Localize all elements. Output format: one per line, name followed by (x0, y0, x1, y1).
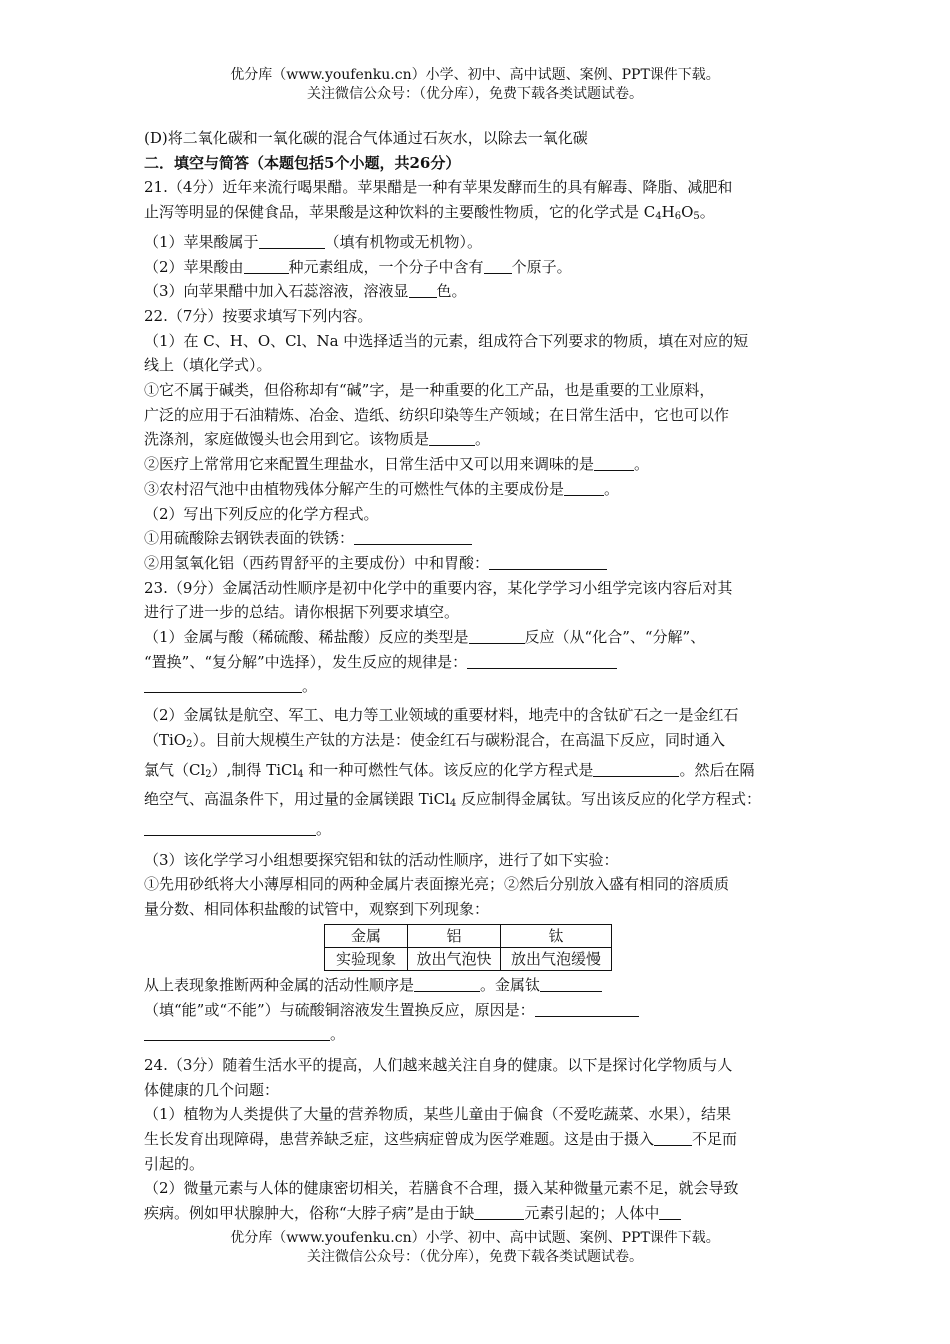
option-d: (D)将二氧化碳和一氧化碳的混合气体通过石灰水，以除去一氧化碳 (144, 129, 588, 147)
q22-stem: 22.（7分）按要求填写下列内容。 (144, 306, 373, 325)
table-cell: 放出气泡缓慢 (501, 947, 612, 970)
q23-part-1-b: “置换”、“复分解”中选择），发生反应的规律是： (144, 650, 814, 675)
q22-item-1-c: 洗涤剂，家庭做馒头也会用到它。该物质是 。 (144, 430, 491, 449)
answer-blank[interactable] (474, 1203, 524, 1220)
q23-part-3-c: 从上表现象推断两种金属的活动性顺序是 。金属钛 (144, 973, 814, 998)
q23-stem-1: 23.（9分）金属活动性顺序是初中化学中的重要内容，某化学学习小组学完该内容后对其 (144, 578, 733, 597)
q22-part-2: （2）写出下列反应的化学方程式。 (144, 504, 379, 523)
answer-blank[interactable] (429, 429, 475, 446)
answer-blank[interactable] (469, 627, 525, 644)
footer-line-2: 关注微信公众号：（优分库），免费下载各类试题试卷。 (307, 1249, 643, 1265)
answer-blank[interactable] (244, 257, 289, 274)
q23-part-2-b: （TiO$_2$）。目前大规模生产钛的方法是：使金红石与碳粉混合，在高温下反应，同时通入 (144, 730, 725, 750)
table-cell: 放出气泡快 (408, 947, 501, 970)
header-line-1: 优分库（www.youfenku.cn）小学、初中、高中试题、案例、PPT课件下载。 (230, 67, 720, 83)
q23-part-2-a: （2）金属钛是航空、军工、电力等工业领域的重要材料，地壳中的含钛矿石之一是金红石 (144, 706, 739, 725)
answer-blank[interactable] (489, 553, 607, 570)
q22-item-3: ③农村沼气池中由植物残体分解产生的可燃性气体的主要成份是 。 (144, 479, 620, 498)
q23-stem-2: 进行了进一步的总结。请你根据下列要求填空。 (144, 603, 460, 622)
answer-blank[interactable] (414, 975, 480, 992)
q23-part-2-c: 氯气$(Cl_2)$,制得 TiCl$_4$ 和一种可燃性气体。该反应的化学方程式是 。然后在隔 (144, 760, 755, 780)
q23-part-3-b: 量分数、相同体积盐酸的试管中，观察到下列现象： (144, 900, 490, 919)
page-footer (0, 1229, 950, 1267)
q22-item-1-a: ①它不属于碱类，但俗称却有“碱”字，是一种重要的化工产品，也是重要的工业原料， (144, 381, 715, 400)
answer-blank[interactable] (354, 528, 472, 545)
q22-item-1-b: 广泛的应用于石油精炼、冶金、造纸、纺织印染等生产领域；在日常生活中，它也可以作 (144, 405, 730, 424)
q23-part-1-c: 。 (144, 674, 814, 699)
q24-stem-1: 24.（3分）随着生活水平的提高，人们越来越关注自身的健康。以下是探讨化学物质与人 (144, 1055, 733, 1074)
q24-part-2-a: （2）微量元素与人体的健康密切相关，若膳食不合理，摄入某种微量元素不足，就会导致 (144, 1179, 739, 1198)
table-row (325, 947, 612, 970)
answer-blank[interactable] (594, 454, 634, 471)
q24-part-1-b: 生长发育出现障碍，患营养缺乏症，这些病症曾成为医学难题。这是由于摄入 不足而 (144, 1130, 738, 1149)
answer-blank[interactable] (467, 652, 617, 669)
table-header-row (325, 924, 612, 947)
page-header (0, 66, 950, 104)
answer-blank[interactable] (144, 819, 316, 836)
q23-part-2-e: 。 (144, 817, 814, 842)
q24-part-1-a: （1）植物为人类提供了大量的营养物质，某些儿童由于偏食（不爱吃蔬菜、水果），结果 (144, 1105, 732, 1124)
answer-blank[interactable] (259, 232, 325, 249)
q23-part-3-e: 。 (144, 1022, 814, 1047)
answer-blank[interactable] (654, 1129, 692, 1146)
table-header-cell: 钛 (501, 924, 612, 947)
q22-equation-1: ①用硫酸除去钢铁表面的铁锈： (144, 526, 814, 551)
table-cell: 实验现象 (325, 947, 408, 970)
q24-part-1-c: 引起的。 (144, 1154, 205, 1173)
answer-blank[interactable] (484, 257, 512, 274)
answer-blank[interactable] (409, 281, 437, 298)
q21-part-3: （3）向苹果醋中加入石蕊溶液，溶液显 色。 (144, 282, 467, 301)
table-header-cell: 铝 (408, 924, 501, 947)
q23-part-1-a: （1）金属与酸（稀硫酸、稀盐酸）反应的类型是 反应（从“化合”、“分解”、 (144, 628, 706, 647)
answer-blank[interactable] (535, 1000, 639, 1017)
q22-part-1-a: （1）在 C、H、O、Cl、Na 中选择适当的元素，组成符合下列要求的物质，填在对应的短 (144, 331, 749, 350)
q23-part-3-a: ①先用砂纸将大小薄厚相同的两种金属片表面擦光亮；②然后分别放入盛有相同的溶质质 (144, 875, 730, 894)
q22-part-1-b: 线上（填化学式）。 (144, 356, 272, 375)
footer-line-1: 优分库（www.youfenku.cn）小学、初中、高中试题、案例、PPT课件下载。 (230, 1230, 720, 1246)
q24-part-2-b: 疾病。例如甲状腺肿大，俗称“大脖子病”是由于缺 元素引起的；人体中 (144, 1201, 814, 1226)
q21-part-1: （1）苹果酸属于 （填有机物或无机物）。 (144, 232, 483, 251)
q21-stem-1: 21.（4分）近年来流行喝果醋。苹果醋是一种有苹果发酵而生的具有解毒、降脂、减肥和 (144, 178, 733, 197)
q23-part-3-d: （填“能”或“不能”）与硫酸铜溶液发生置换反应，原因是： (144, 998, 814, 1023)
section-2-title: 二．填空与简答（本题包括5个小题，共26分） (144, 153, 461, 172)
q23-part-2-d: 绝空气、高温条件下，用过量的金属镁跟 TiCl$_4$ 反应制得金属钛。写出该反应的化学方程式： (144, 790, 762, 810)
q21-part-2: （2）苹果酸由 种元素组成，一个分子中含有 个原子。 (144, 257, 572, 276)
q24-stem-2: 体健康的几个问题： (144, 1080, 280, 1099)
q22-equation-2: ②用氢氧化铝（西药胃舒平的主要成份）中和胃酸： (144, 551, 814, 576)
answer-blank[interactable] (564, 479, 604, 496)
q22-item-2: ②医疗上常常用它来配置生理盐水，日常生活中又可以用来调味的是 。 (144, 455, 650, 474)
header-line-2: 关注微信公众号：（优分库），免费下载各类试题试卷。 (307, 86, 643, 102)
answer-blank[interactable] (540, 975, 602, 992)
exam-content (144, 126, 814, 1226)
results-table (324, 924, 612, 971)
answer-blank[interactable] (144, 1024, 330, 1041)
q23-part-3: （3）该化学学习小组想要探究铝和钛的活动性顺序，进行了如下实验： (144, 850, 619, 869)
answer-blank[interactable] (593, 760, 679, 777)
answer-blank[interactable] (659, 1203, 681, 1220)
q21-stem-2: 止泻等明显的保健食品，苹果酸是这种饮料的主要酸性物质，它的化学式是 $C_4H_6O_5$。 (144, 203, 715, 223)
answer-blank[interactable] (144, 676, 302, 693)
table-header-cell: 金属 (325, 924, 408, 947)
